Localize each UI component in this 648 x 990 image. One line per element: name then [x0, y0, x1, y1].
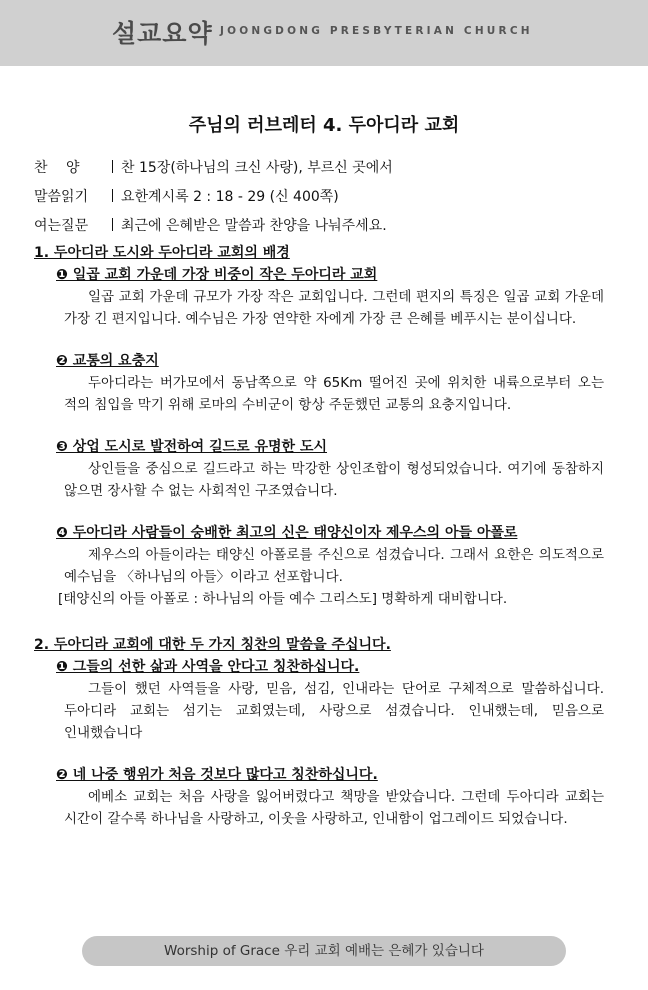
point-heading: ❷ 네 나중 행위가 처음 것보다 많다고 칭찬하십니다.	[56, 767, 378, 783]
point-heading: ❶ 일곱 교회 가운데 가장 비중이 작은 두아디라 교회	[56, 267, 378, 283]
header-title: 설교요약	[112, 19, 213, 48]
point-text: 그들이 했던 사역들을 사랑, 믿음, 섬김, 인내라는 단어로 구체적으로 말씀하십니다. 두아디라 교회는 섬기는 교회였는데, 사랑으로 섬겼습니다. 인내했는데, 믿음으로 인내했습니다	[64, 681, 604, 741]
info-value: 최근에 은혜받은 말씀과 찬양을 나눠주세요.	[121, 217, 387, 234]
header-subtitle: JOONGDONG PRESBYTERIAN CHURCH	[220, 25, 533, 37]
info-label: 여는질문	[34, 217, 89, 234]
info-row-question	[34, 210, 624, 239]
sermon-content	[34, 242, 604, 830]
separator	[112, 189, 121, 202]
info-value: 찬 15장(하나님의 크신 사랑), 부르신 곳에서	[121, 159, 393, 176]
point-heading: ❶ 그들의 선한 삶과 사역을 안다고 칭찬하십니다.	[56, 659, 360, 675]
footer-banner: Worship of Grace 우리 교회 예배는 은혜가 있습니다	[82, 936, 566, 966]
page-header	[0, 0, 648, 66]
sermon-title: 주님의 러브레터 4. 두아디라 교회	[188, 115, 460, 136]
info-label: 찬 양	[34, 159, 80, 176]
service-info	[34, 152, 624, 239]
point-text: 에베소 교회는 처음 사랑을 잃어버렸다고 책망을 받았습니다. 그런데 두아디라 교회는 시간이 갈수록 하나님을 사랑하고, 이웃을 사랑하고, 인내함이 업그레이드 되었습니다.	[64, 789, 604, 827]
point-text: 제우스의 아들이라는 태양신 아폴로를 주신으로 섬겼습니다. 그래서 요한은 의도적으로 예수님을 〈하나님의 아들〉이라고 선포합니다.	[64, 547, 604, 585]
separator	[112, 218, 121, 231]
point-text: 두아디라는 버가모에서 동남쪽으로 약 65Km 떨어진 곳에 위치한 내륙으로부터 오는 적의 침입을 막기 위해 로마의 수비군이 항상 주둔했던 교통의 요충지입니다.	[64, 375, 604, 413]
point-heading: ❸ 상업 도시로 발전하여 길드로 유명한 도시	[56, 439, 328, 455]
point-note: [태양신의 아들 아폴로 : 하나님의 아들 예수 그리스도] 명확하게 대비합니다.	[58, 591, 508, 607]
point-heading: ❹ 두아디라 사람들이 숭배한 최고의 신은 태양신이자 제우스의 아들 아폴로	[56, 525, 518, 541]
info-value: 요한계시록 2 : 18 - 29 (신 400쪽)	[121, 188, 339, 205]
info-label: 말씀읽기	[34, 188, 89, 205]
point-heading: ❷ 교통의 요충지	[56, 353, 159, 369]
section-heading: 2. 두아디라 교회에 대한 두 가지 칭찬의 말씀을 주십니다.	[34, 637, 391, 653]
point-text: 일곱 교회 가운데 규모가 가장 작은 교회입니다. 그런데 편지의 특징은 일곱 교회 가운데 가장 긴 편지입니다. 예수님은 가장 연약한 자에게 가장 큰 은혜를 베푸시는 분이십니다.	[64, 289, 604, 327]
info-row-hymn	[34, 152, 624, 181]
separator	[112, 160, 121, 173]
info-row-reading	[34, 181, 624, 210]
section-heading: 1. 두아디라 도시와 두아디라 교회의 배경	[34, 245, 290, 261]
point-text: 상인들을 중심으로 길드라고 하는 막강한 상인조합이 형성되었습니다. 여기에 동참하지 않으면 장사할 수 없는 사회적인 구조였습니다.	[64, 461, 604, 499]
